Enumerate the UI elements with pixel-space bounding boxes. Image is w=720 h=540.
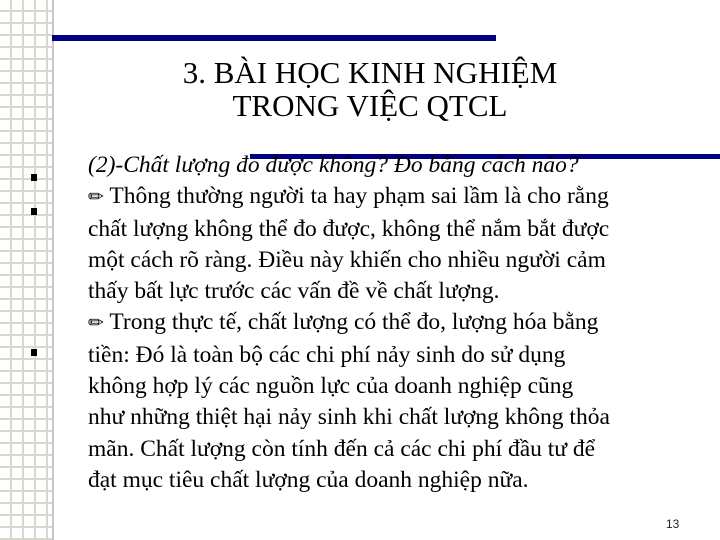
- title-line-2: TRONG VIỆC QTCL: [232, 88, 508, 123]
- square-bullet-icon: [31, 174, 37, 181]
- bullet-item-3-line-3: không hợp lý các nguồn lực của doanh nghiệp cũng: [88, 373, 574, 400]
- checkered-side-strip: [0, 0, 52, 540]
- square-bullet-icon: [31, 349, 37, 356]
- bullet-item-2-line-1: ✏ Thông thường người ta hay phạm sai lầm là cho rằng: [88, 183, 609, 210]
- slide-body: [88, 150, 714, 496]
- bullet-item-2-line-3: một cách rõ ràng. Điều này khiến cho nhiều người cảm: [88, 246, 606, 273]
- side-strip-border: [52, 0, 54, 540]
- bullet-item-3-line-2: tiền: Đó là toàn bộ các chi phí nảy sinh do sử dụng: [88, 341, 566, 368]
- bullet-item-1: (2)-Chất lượng đo được không? Đo bằng cách nào?: [88, 152, 579, 178]
- bullet-item-3-line-5: mãn. Chất lượng còn tính đến cả các chi phí đầu tư để: [88, 435, 596, 462]
- title-line-1: 3. BÀI HỌC KINH NGHIỆM: [182, 55, 558, 90]
- slide-title: [60, 56, 680, 122]
- title-top-rule: [52, 35, 496, 41]
- pencil-icon: ✏: [88, 186, 104, 209]
- pencil-icon: ✏: [88, 312, 104, 335]
- bullet-item-2-line-2: chất lượng không thể đo được, không thể nắm bắt được: [88, 215, 610, 242]
- bullet-item-3-line-4: như những thiệt hại nảy sinh khi chất lượng không thỏa: [88, 404, 610, 431]
- square-bullet-icon: [31, 208, 37, 215]
- bullet-item-2-line-4: thấy bất lực trước các vấn đề về chất lượng.: [88, 278, 500, 305]
- page-number: 13: [666, 517, 680, 531]
- bullet-item-3-line-6: đạt mục tiêu chất lượng của doanh nghiệp nữa.: [88, 466, 529, 493]
- bullet-item-3-line-1: ✏ Trong thực tế, chất lượng có thể đo, lượng hóa bằng: [88, 309, 599, 336]
